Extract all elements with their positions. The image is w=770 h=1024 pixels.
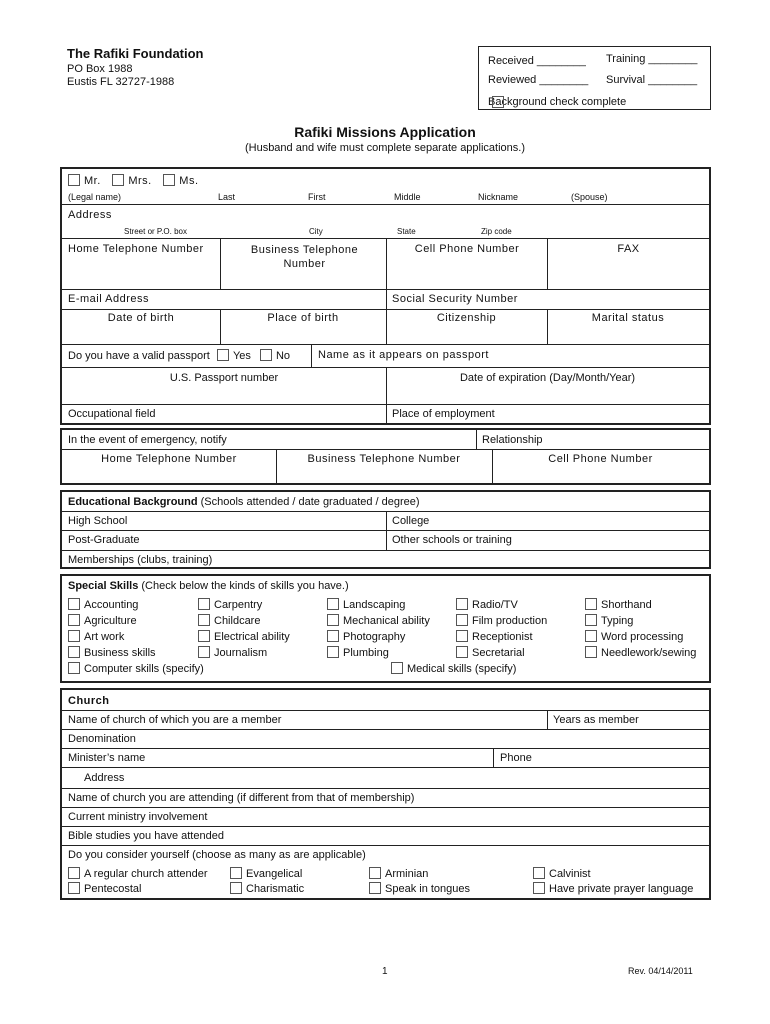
belief-option (533, 882, 693, 895)
relationship-label: Relationship (482, 434, 543, 446)
state-label: State (397, 227, 416, 236)
nickname-label: Nickname (478, 192, 519, 202)
education-heading (68, 496, 420, 508)
skill-item (68, 662, 204, 675)
belief-checkbox[interactable] (230, 882, 242, 894)
skills-heading-title: Special Skills (68, 580, 139, 592)
revision-date: Rev. 04/14/2011 (628, 966, 693, 976)
last-name-label: Last (218, 192, 236, 202)
belief-option (230, 882, 304, 895)
emergency-home-phone-label: Home Telephone Number (101, 453, 237, 465)
skill-checkbox[interactable] (585, 598, 597, 610)
skill-label: Art work (84, 631, 125, 643)
divider (62, 204, 709, 205)
belief-label: Arminian (385, 868, 429, 880)
passport-no-checkbox[interactable] (260, 349, 272, 361)
passport-number-label: U.S. Passport number (169, 372, 279, 384)
background-check-label: Background check complete (488, 96, 627, 108)
skill-label: Photography (343, 631, 406, 643)
skill-label: Landscaping (343, 599, 406, 611)
skill-label: Secretarial (472, 647, 525, 659)
skill-item (327, 598, 405, 611)
passport-yes-checkbox[interactable] (217, 349, 229, 361)
skill-checkbox[interactable] (198, 646, 210, 658)
mr-label: Mr. (84, 175, 101, 187)
belief-checkbox[interactable] (369, 882, 381, 894)
legal-name-label: (Legal name) (68, 192, 122, 202)
skill-label: Accounting (84, 599, 139, 611)
skill-label: Agriculture (84, 615, 137, 627)
address-label: Address (68, 209, 112, 221)
skill-checkbox[interactable] (327, 614, 339, 626)
passport-question-label: Do you have a valid passport (68, 350, 210, 362)
skill-item (198, 646, 267, 659)
high-school-label: High School (68, 515, 128, 527)
skill-item (456, 598, 518, 611)
org-address-line1: PO Box 1988 (67, 63, 133, 75)
divider (386, 289, 387, 309)
yes-label: Yes (232, 350, 251, 362)
skill-label: Carpentry (214, 599, 263, 611)
page-number: 1 (382, 966, 388, 977)
divider (62, 449, 709, 450)
training-field[interactable]: Training ________ (606, 53, 698, 65)
email-label: E-mail Address (68, 293, 149, 305)
skill-checkbox[interactable] (198, 630, 210, 642)
church-address-label: Address (84, 772, 125, 784)
skill-item (68, 646, 156, 659)
personal-info-section (60, 167, 711, 425)
attending-church-label: Name of church you are attending (if different from that of membership) (68, 792, 415, 804)
skill-checkbox[interactable] (585, 614, 597, 626)
skill-item (198, 614, 260, 627)
skill-label: Electrical ability (214, 631, 290, 643)
belief-label: Evangelical (246, 868, 303, 880)
skill-checkbox[interactable] (456, 598, 468, 610)
skill-checkbox[interactable] (327, 646, 339, 658)
belief-checkbox[interactable] (369, 867, 381, 879)
years-member-label: Years as member (553, 714, 639, 726)
college-label: College (392, 515, 430, 527)
skill-checkbox[interactable] (585, 646, 597, 658)
street-label: Street or P.O. box (124, 227, 187, 236)
zip-label: Zip code (481, 227, 512, 236)
title-options (68, 174, 199, 187)
skill-item (198, 630, 290, 643)
skill-item (456, 614, 547, 627)
ms-label: Ms. (179, 175, 199, 187)
occupation-label: Occupational field (68, 408, 156, 420)
emergency-cell-phone-label: Cell Phone Number (548, 453, 653, 465)
spouse-label: (Spouse) (571, 192, 608, 202)
employment-label: Place of employment (392, 408, 495, 420)
skill-checkbox[interactable] (198, 614, 210, 626)
divider (62, 550, 709, 551)
divider (62, 845, 709, 846)
belief-checkbox[interactable] (533, 867, 545, 879)
belief-option (533, 867, 591, 880)
middle-name-label: Middle (394, 192, 421, 202)
belief-checkbox[interactable] (230, 867, 242, 879)
skill-checkbox[interactable] (68, 630, 80, 642)
emergency-business-phone-label: Business Telephone Number (307, 453, 461, 465)
education-heading-note: (Schools attended / date graduated / degree) (197, 496, 420, 508)
divider (62, 767, 709, 768)
skill-label: Medical skills (specify) (407, 663, 517, 675)
divider (62, 530, 709, 531)
belief-checkbox[interactable] (68, 882, 80, 894)
skill-checkbox[interactable] (327, 630, 339, 642)
fax-label: FAX (617, 243, 640, 255)
skill-label: Plumbing (343, 647, 389, 659)
skill-label: Journalism (214, 647, 268, 659)
skill-item (198, 598, 262, 611)
belief-option (369, 882, 470, 895)
skill-checkbox[interactable] (68, 662, 80, 674)
skill-item (585, 614, 633, 627)
skills-heading (68, 580, 349, 592)
skill-checkbox[interactable] (68, 598, 80, 610)
minister-phone-label: Phone (500, 752, 532, 764)
skills-heading-note: (Check below the kinds of skills you have.) (138, 580, 349, 592)
org-address-line2: Eustis FL 32727-1988 (67, 76, 175, 88)
mrs-label: Mrs. (128, 175, 152, 187)
education-heading-title: Educational Background (68, 496, 198, 508)
skill-item (391, 662, 516, 675)
skill-checkbox[interactable] (68, 646, 80, 658)
belief-option (369, 867, 428, 880)
skill-label: Radio/TV (472, 599, 518, 611)
belief-option (68, 867, 208, 880)
skill-item (68, 630, 124, 643)
office-use-box (478, 46, 711, 110)
organization-block (67, 47, 204, 89)
form-subtitle: (Husband and wife must complete separate applications.) (244, 142, 526, 154)
skill-checkbox[interactable] (456, 630, 468, 642)
ssn-label: Social Security Number (392, 293, 518, 305)
bible-studies-label: Bible studies you have attended (68, 830, 224, 842)
skill-item (456, 630, 533, 643)
skill-item (327, 646, 389, 659)
skill-label: Mechanical ability (343, 615, 430, 627)
skill-label: Receptionist (472, 631, 533, 643)
skill-checkbox[interactable] (585, 630, 597, 642)
business-phone-label: Business Telephone Number (250, 244, 359, 270)
belief-label: Calvinist (549, 868, 591, 880)
org-name: The Rafiki Foundation (67, 46, 204, 61)
skill-checkbox[interactable] (456, 646, 468, 658)
church-member-label: Name of church of which you are a member (68, 714, 282, 726)
church-heading: Church (68, 695, 110, 707)
marital-label: Marital status (591, 312, 665, 324)
skill-checkbox[interactable] (327, 598, 339, 610)
divider (311, 344, 312, 367)
dob-label: Date of birth (107, 312, 175, 324)
cell-phone-label: Cell Phone Number (414, 243, 520, 255)
city-label: City (309, 227, 323, 236)
divider (493, 748, 494, 767)
first-name-label: First (308, 192, 326, 202)
divider (62, 788, 709, 789)
other-schools-label: Other schools or training (392, 534, 512, 546)
mr-checkbox[interactable] (68, 174, 80, 186)
ms-checkbox[interactable] (163, 174, 175, 186)
skills-section (60, 574, 711, 683)
belief-checkbox[interactable] (533, 882, 545, 894)
belief-label: Speak in tongues (385, 883, 471, 895)
skill-label: Business skills (84, 647, 156, 659)
skill-checkbox[interactable] (391, 662, 403, 674)
received-field[interactable]: Received ________ (488, 55, 586, 67)
belief-label: Have private prayer language (549, 883, 694, 895)
divider (547, 710, 548, 729)
skill-checkbox[interactable] (68, 614, 80, 626)
skill-item (327, 614, 430, 627)
skill-item (585, 646, 696, 659)
divider (62, 729, 709, 730)
emergency-section (60, 428, 711, 485)
skill-item (456, 646, 525, 659)
reviewed-field[interactable]: Reviewed ________ (488, 74, 589, 86)
background-check-checkbox[interactable] (492, 96, 504, 108)
minister-label: Minister’s name (68, 752, 146, 764)
belief-label: A regular church attender (84, 868, 208, 880)
divider (476, 430, 477, 449)
skill-label: Shorthand (601, 599, 652, 611)
divider (220, 238, 221, 289)
skill-item (68, 598, 138, 611)
citizenship-label: Citizenship (436, 312, 497, 324)
belief-checkbox[interactable] (68, 867, 80, 879)
divider (386, 404, 387, 425)
skill-label: Film production (472, 615, 548, 627)
expiration-label: Date of expiration (Day/Month/Year) (459, 372, 636, 384)
belief-option (230, 867, 302, 880)
belief-option (68, 882, 141, 895)
consider-label: Do you consider yourself (choose as many as are applicable) (68, 849, 366, 861)
skill-item (585, 598, 652, 611)
skill-item (327, 630, 405, 643)
education-section (60, 490, 711, 569)
passport-question (68, 349, 290, 362)
divider (62, 710, 709, 711)
divider (62, 826, 709, 827)
skill-label: Typing (601, 615, 634, 627)
skill-checkbox[interactable] (198, 598, 210, 610)
skill-checkbox[interactable] (456, 614, 468, 626)
pob-label: Place of birth (267, 312, 339, 324)
belief-label: Pentecostal (84, 883, 142, 895)
skill-item (68, 614, 137, 627)
church-section (60, 688, 711, 900)
skill-label: Childcare (214, 615, 261, 627)
emergency-notify-label: In the event of emergency, notify (68, 434, 227, 446)
post-grad-label: Post-Graduate (68, 534, 140, 546)
memberships-label: Memberships (clubs, training) (68, 554, 213, 566)
ministry-label: Current ministry involvement (68, 811, 208, 823)
divider (62, 344, 709, 345)
divider (62, 807, 709, 808)
skill-label: Needlework/sewing (601, 647, 697, 659)
skill-item (585, 630, 683, 643)
no-label: No (275, 350, 291, 362)
belief-label: Charismatic (246, 883, 305, 895)
survival-field[interactable]: Survival ________ (606, 74, 698, 86)
home-phone-label: Home Telephone Number (68, 243, 204, 255)
mrs-checkbox[interactable] (112, 174, 124, 186)
denomination-label: Denomination (68, 733, 136, 745)
skill-label: Computer skills (specify) (84, 663, 204, 675)
skill-label: Word processing (601, 631, 684, 643)
passport-name-label: Name as it appears on passport (318, 349, 489, 361)
divider (62, 748, 709, 749)
form-title: Rafiki Missions Application (294, 124, 476, 140)
